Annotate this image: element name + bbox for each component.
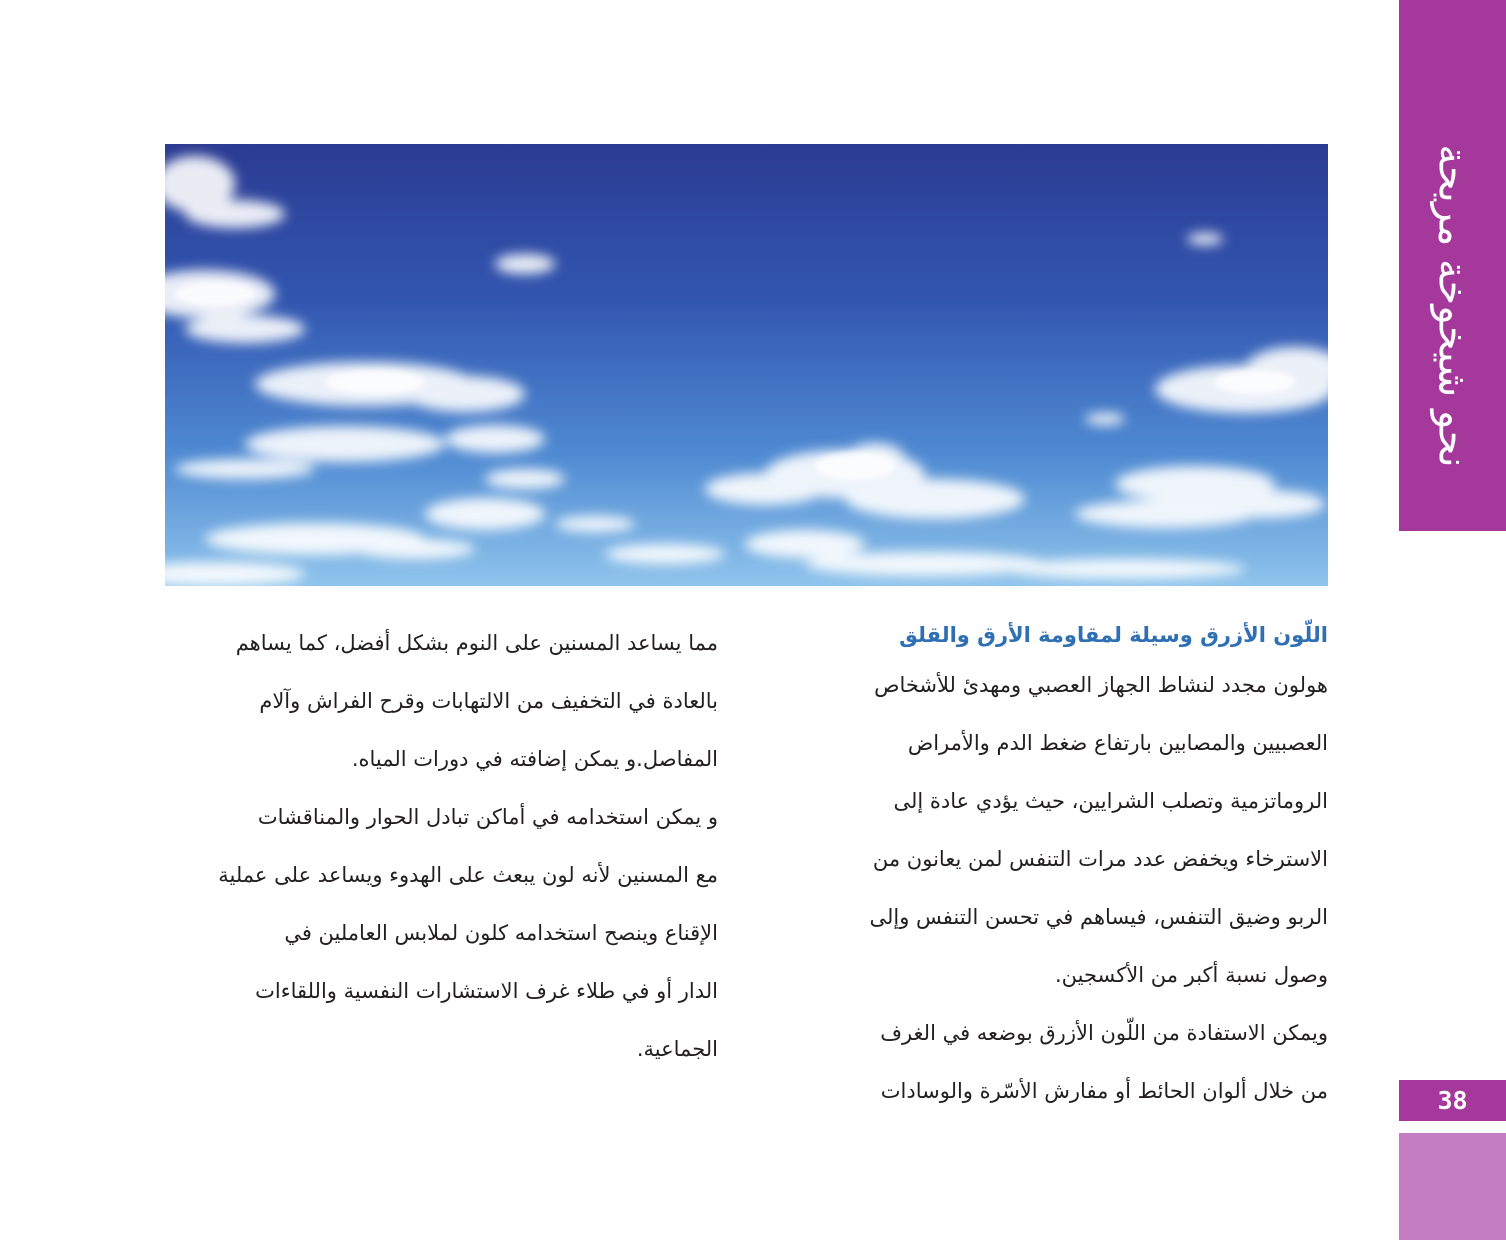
page-number: 38	[1399, 1080, 1506, 1121]
paragraph-line: الربو وضيق التنفس، فيساهم في تحسن التنفس وإلى	[869, 905, 1328, 929]
paragraph-line: مما يساعد المسنين على النوم بشكل أفضل، كما يساهم	[235, 631, 718, 655]
paragraph-line: و يمكن استخدامه في أماكن تبادل الحوار والمناقشات	[257, 805, 718, 829]
paragraph-line: من خلال ألوان الحائط أو مفارش الأسّرة والوسادات	[880, 1079, 1328, 1103]
paragraph-line: ويمكن الاستفادة من اللّون الأزرق بوضعه في الغرف	[880, 1021, 1328, 1045]
right-text-column	[775, 614, 1328, 1120]
sidebar-bottom-block	[1399, 1133, 1506, 1240]
paragraph-line: مع المسنين لأنه لون يبعث على الهدوء ويساعد على عملية	[218, 863, 718, 887]
sidebar-title: نحو شيخوخة مريحة	[1429, 143, 1476, 468]
section-heading: اللّون الأزرق وسيلة لمقاومة الأرق والقلق	[899, 623, 1328, 647]
paragraph-line: وصول نسبة أكبر من الأكسجين.	[1054, 963, 1328, 987]
sky-clouds-image	[165, 144, 1328, 586]
paragraph-line: بالعادة في التخفيف من الالتهابات وقرح الفراش وآلام	[259, 689, 718, 713]
paragraph-line: الاسترخاء ويخفض عدد مرات التنفس لمن يعانون من	[872, 847, 1328, 871]
paragraph-line: العصبيين والمصابين بارتفاع ضغط الدم والأمراض	[907, 731, 1328, 755]
left-text-column	[165, 614, 718, 1078]
paragraph-line: المفاصل.و يمكن إضافته في دورات المياه.	[351, 747, 718, 771]
paragraph-line: الروماتزمية وتصلب الشرايين، حيث يؤدي عادة إلى	[893, 789, 1328, 813]
paragraph-line: الجماعية.	[636, 1037, 718, 1061]
paragraph-line: الإقناع وينصح استخدامه كلون لملابس العاملين في	[284, 921, 718, 945]
paragraph-line: هولون مجدد لنشاط الجهاز العصبي ومهدئ للأشخاص	[874, 673, 1328, 697]
paragraph-line: الدار أو في طلاء غرف الاستشارات النفسية واللقاءات	[255, 979, 718, 1003]
sidebar-title-container	[1399, 0, 1506, 531]
sky-clouds-svg	[165, 144, 1328, 586]
